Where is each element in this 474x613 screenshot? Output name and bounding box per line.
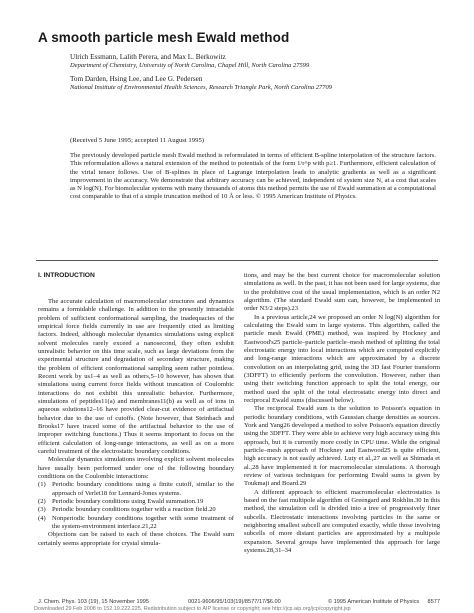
right-column	[244, 272, 440, 555]
intro-paragraph-2: Molecular dynamics simulations involving explicit solvent molecules have usually been performed under one of the following boundary conditions on the Coulombic interactions:	[38, 456, 234, 480]
issn-code: 0021-9606/95/103(19)/8577/17/$6.00	[188, 599, 281, 605]
list-item-text: Periodic boundary conditions using a finite cutoff, similar to the approach of Verlet18 for Lennard-Jones systems.	[52, 481, 234, 497]
intro-paragraph-continued: tions, and may be the best current choice for macromolecular solution simulations as well. In the past, it has not been used for large systems, due to the prohibitive cost of the usual implementation, which is an order N2 algorithm. (The standard Ewald sum can, however, be implemented in order N3/2 steps).23	[244, 272, 441, 313]
intro-paragraph-5: The reciprocal Ewald sum is the solution to Poisson's equation in periodic boundary conditions, with Gaussian charge densities as sources. York and Yang26 developed a method to solve Poisson's equation directly using the 3DFFT. They were able to achieve very high accuracy using this approach, but it is currently more costly in CPU time. While the original particle–mesh approach of Hockney and Eastwood25 is quite efficient, high accuracy is not easily achieved. Luty et al.,27 as well as Shimada et al.,28 have implemented it for macromolecular simulations. A thorough review of various techniques for performing Ewald sums is given by Toukmaji and Board.29	[244, 405, 440, 488]
author-list-1: Ulrich Essmann, Lalith Perera, and Max L. Berkowitz	[70, 53, 226, 61]
boundary-conditions-list	[38, 481, 234, 531]
intro-paragraph-6: A different approach to efficient macromolecular electrostatics is based on the fast multipole algorithm of Greengard and Rokhlin.30 In this method, the simulation cell is divided into a tree of progressively finer subcells. Electrostatic interactions involving particles in the same or neighboring smallest subcell are computed exactly, while those involving subcells of more distant particles are approximated by a multipole expansion. Several groups have implemented this approach for large systems.28,31–34	[244, 488, 440, 554]
intro-paragraph-1: The accurate calculation of macromolecular structures and dynamics remains a formidable challenge. In addition to the presently intractable problem of sufficient conformational sampling, the inadequacies of the empirical force fields currently in use are frequently cited as limiting factors. Indeed, although molecular dynamics simulations using explicit solvent molecules rarely exceed a nanosecond, they often exhibit unrealistic behavior on this time scale, such as large deviations from the experimental structure and degradation of secondary structure, making the problem of efficient conformational sampling seem rather pointless. Recent work by us1–4 as well as others,5–10 however, has shown that simulations using current force fields without truncation of Coulombic interactions do not exhibit this unrealistic behavior. Furthermore, simulations of peptides11(a) and membranes11(b) as well as of ions in aqueous solutions12–16 have provided clear-cut evidence of artifactual behavior due to the use of cutoffs. (Note however, that Steinbach and Brooks17 have traced some of the artifactual behavior to the use of improper switching functions.) Thus it seems important to focus on the efficient calculation of long-range interactions, as well as on a more careful treatment of the electrostatic boundary conditions.	[38, 298, 234, 455]
download-watermark: Downloaded 29 Feb 2008 to 152.19.222.225. Redistribution subject to AIP license or copyright; see http://jcp.aip.org/jcp/copyright.jsp	[34, 606, 351, 612]
list-item-text: Periodic boundary conditions using Ewald summation.19	[52, 497, 204, 505]
page-number: 8577	[427, 599, 440, 605]
list-item-number: (4)	[38, 514, 46, 522]
copyright-notice: © 1995 American Institute of Physics	[328, 599, 420, 605]
section-divider	[36, 260, 438, 261]
article-title: A smooth particle mesh Ewald method	[38, 30, 290, 45]
intro-paragraph-4: In a previous article,24 we proposed an order N log(N) algorithm for calculating the Ewald sum in large systems. This algorithm, called the particle mesh Ewald (PME) method, was inspired by Hockney and Eastwood's25 particle–particle particle–mesh method of splitting the total electrostatic energy into local interactions which are computed explicitly and long-range interactions which are approximated by a discrete convolution on an interpolating grid, using the 3D fast Fourier transform (3DFFT) to efficiently perform the convolution. However, rather than using their switching function approach to split the total energy, our method used the split of the total electrostatic energy into direct and reciprocal Ewald sums (discussed below).	[244, 313, 440, 404]
list-item	[38, 498, 234, 506]
list-item	[38, 506, 234, 514]
abstract: The previously developed particle mesh Ewald method is reformulated in terms of efficient B-spline interpolation of the structure factors. This reformulation allows a natural extension of the method to potentials of the form 1/r^p with p≥1. Furthermore, efficient calculation of the virial tensor follows. Use of B-splines in place of Lagrange interpolation leads to analytic gradients as well as a significant improvement in the accuracy. We demonstrate that arbitrary accuracy can be achieved, independent of system size N, at a cost that scales as N log(N). For biomolecular systems with many thousands of atoms this method permits the use of Ewald summation at a computational cost comparable to that of a simple truncation method of 10 Å or less. © 1995 American Institute of Physics.	[70, 152, 436, 201]
list-item	[38, 481, 234, 498]
list-item-number: (2)	[38, 497, 46, 505]
received-dates: (Received 5 June 1995; accepted 11 August 1995)	[70, 137, 205, 144]
affiliation-2: National Institute of Environmental Health Sciences, Research Triangle Park, North Carolina 27709	[70, 84, 332, 91]
author-list-2: Tom Darden, Hsing Lee, and Lee G. Pedersen	[70, 75, 203, 83]
list-item-text: Periodic boundary conditions together with a reaction field.20	[52, 506, 216, 514]
list-item	[38, 515, 234, 532]
section-heading: I. INTRODUCTION	[38, 272, 95, 279]
affiliation-1: Department of Chemistry, University of North Carolina, Chapel Hill, North Carolina 27599	[70, 62, 310, 69]
journal-citation: J. Chem. Phys. 103 (19), 15 November 1995	[38, 599, 149, 605]
list-item-number: (1)	[38, 481, 46, 489]
left-column	[38, 272, 234, 548]
list-item-number: (3)	[38, 506, 46, 514]
list-item-text: Nonperiodic boundary conditions together with some treatment of the system-environment interface.21,22	[52, 514, 234, 530]
intro-paragraph-3: Objections can be raised to each of these choices. The Ewald sum certainly seems appropriate for crystal simula-	[38, 531, 234, 547]
